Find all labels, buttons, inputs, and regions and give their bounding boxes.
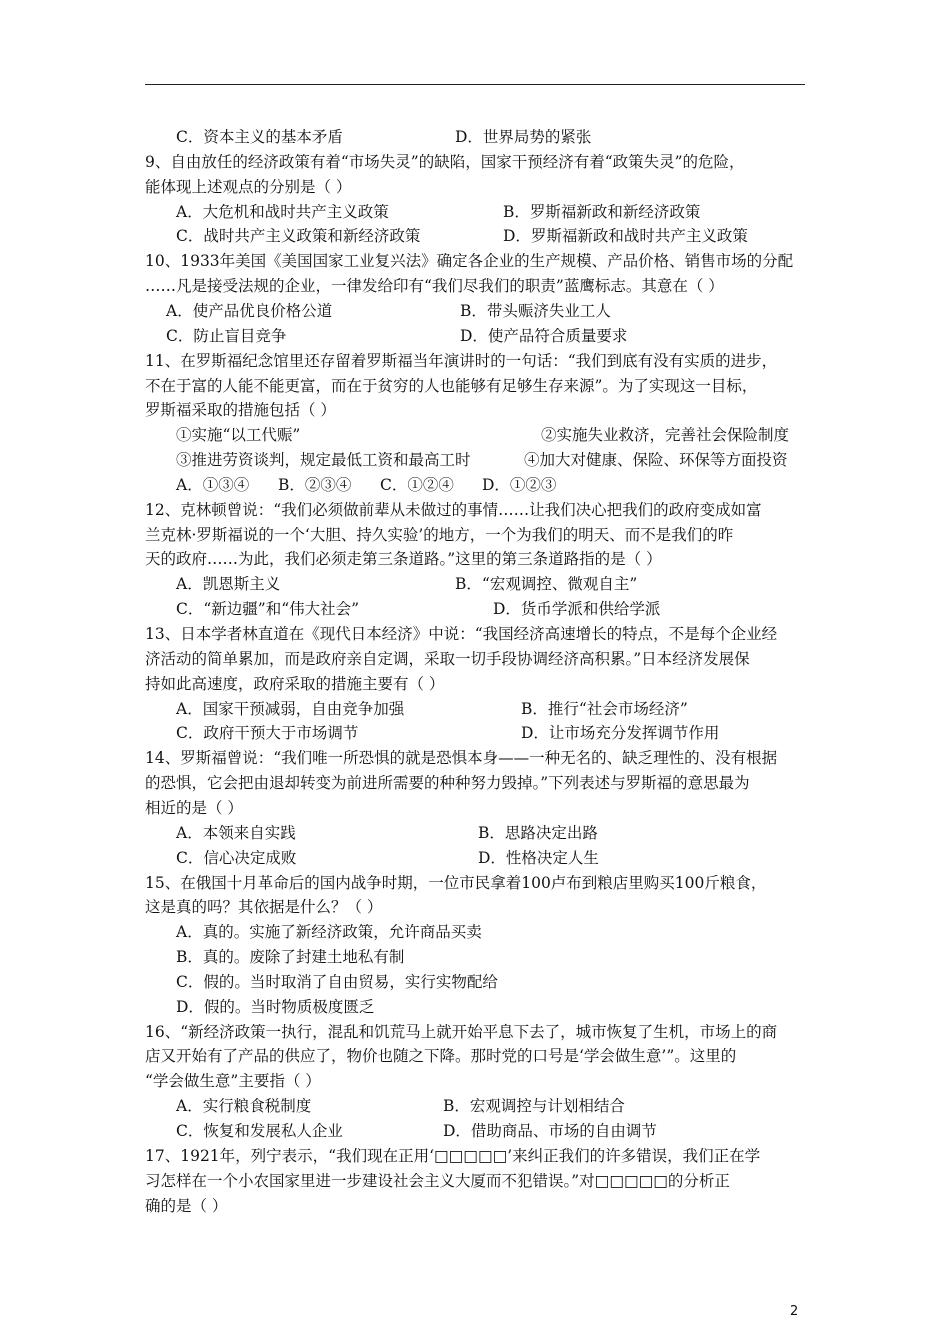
question-line: ……凡是接受法规的企业，一律发给印有“我们尽我们的职责”蓝鹰标志。其意在（ ） — [145, 277, 724, 296]
question-line: 14、罗斯福曾说：“我们唯一所恐惧的就是恐惧本身——一种无名的、缺乏理性的、没有根据 — [145, 749, 778, 768]
answer-option: B．“宏观调控、微观自主” — [455, 575, 638, 594]
answer-option: D．假的。当时物质极度匮乏 — [176, 997, 375, 1016]
question-line: 15、在俄国十月革命后的国内战争时期，一位市民拿着100卢布到粮店里购买100斤粮食， — [145, 873, 767, 892]
answer-option: D．世界局势的紧张 — [455, 128, 592, 146]
question-line: 17、1921年，列宁表示，“我们现在正用‘□□□□□’来纠正我们的许多错误，我们正在学 — [145, 1146, 761, 1165]
question-line: 济活动的简单累加，而是政府亲自定调，采取一切手段协调经济高积累。”日本经济发展保 — [145, 649, 750, 668]
question-line: 确的是（ ） — [145, 1196, 228, 1215]
answer-option: B．带头赈济失业工人 — [460, 301, 611, 320]
answer-option: ①实施“以工代赈” — [176, 426, 301, 445]
question-line: 12、克林顿曾说：“我们必须做前辈从未做过的事情……让我们决心把我们的政府变成如富 — [145, 500, 762, 519]
answer-option: B．罗斯福新政和新经济政策 — [503, 202, 701, 221]
answer-option: C．防止盲目竞争 — [166, 326, 287, 345]
answer-option: D．使产品符合质量要求 — [460, 326, 628, 345]
question-line: 这是真的吗？其依据是什么？（ ） — [145, 898, 383, 917]
answer-option: D．货币学派和供给学派 — [493, 600, 661, 619]
question-line: 9、自由放任的经济政策有着“市场失灵”的缺陷，国家干预经济有着“政策失灵”的危险， — [145, 152, 745, 171]
answer-option: ④加大对健康、保险、环保等方面投资 — [524, 451, 788, 470]
answer-option: A．凯恩斯主义 — [176, 575, 281, 594]
answer-option: C．假的。当时取消了自由贸易，实行实物配给 — [176, 972, 498, 991]
answer-option: C．资本主义的基本矛盾 — [176, 128, 343, 146]
question-line: 习怎样在一个小农国家里进一步建设社会主义大厦而不犯错误。”对□□□□□的分析正 — [145, 1171, 730, 1190]
answer-option: B．②③④ — [278, 475, 352, 494]
answer-option: A．本领来自实践 — [176, 823, 296, 842]
question-line: 11、在罗斯福纪念馆里还存留着罗斯福当年演讲时的一句话：“我们到底有没有实质的进步， — [145, 351, 778, 370]
answer-option: C．恢复和发展私人企业 — [176, 1122, 343, 1140]
answer-option: C．信心决定成败 — [176, 848, 297, 867]
answer-option: A．真的。实施了新经济政策，允许商品买卖 — [176, 923, 482, 942]
answer-option: ②实施失业救济，完善社会保险制度 — [541, 426, 790, 445]
page-number: 2 — [790, 1304, 799, 1319]
answer-option: D．罗斯福新政和战时共产主义政策 — [503, 227, 748, 246]
answer-option: C．战时共产主义政策和新经济政策 — [176, 227, 421, 246]
answer-option: C．①②④ — [380, 475, 454, 494]
question-line: “学会做生意”主要指（ ） — [145, 1072, 321, 1091]
answer-option: A．使产品优良价格公道 — [166, 301, 333, 320]
question-line: 天的政府……为此，我们必须走第三条道路。”这里的第三条道路指的是（ ） — [145, 550, 662, 569]
answer-option: B．真的。废除了封建土地私有制 — [176, 948, 405, 967]
answer-option: A．①③④ — [176, 475, 250, 494]
question-line: 能体现上述观点的分别是（ ） — [145, 177, 352, 196]
answer-option: B．推行“社会市场经济” — [521, 699, 688, 718]
answer-option: ③推进劳资谈判，规定最低工资和最高工时 — [176, 451, 471, 470]
question-line: 罗斯福采取的措施包括（ ） — [145, 401, 336, 420]
answer-option: D．①②③ — [482, 475, 557, 494]
question-line: 16、“新经济政策一执行，混乱和饥荒马上就开始平息下去了，城市恢复了生机，市场上的商 — [145, 1022, 778, 1041]
question-line: 持如此高速度，政府采取的措施主要有（ ） — [145, 674, 445, 693]
answer-option: D．借助商品、市场的自由调节 — [443, 1122, 657, 1140]
answer-option: C．政府干预大于市场调节 — [176, 724, 359, 743]
question-line: 13、日本学者林直道在《现代日本经济》中说：“我国经济高速增长的特点，不是每个企业经 — [145, 625, 778, 643]
header-rule — [145, 84, 805, 85]
question-line: 不在于富的人能不能更富，而在于贫穷的人也能够有足够生存来源”。为了实现这一目标， — [145, 376, 758, 395]
answer-option: B．思路决定出路 — [478, 823, 598, 842]
answer-option: D．性格决定人生 — [478, 848, 599, 867]
question-line: 的恐惧，它会把由退却转变为前进所需要的种种努力毁掉。”下列表述与罗斯福的意思最为 — [145, 774, 750, 793]
answer-option: D．让市场充分发挥调节作用 — [521, 724, 720, 743]
answer-option: C．“新边疆”和“伟大社会” — [176, 600, 360, 619]
answer-option: A．大危机和战时共产主义政策 — [176, 202, 389, 221]
question-line: 店又开始有了产品的供应了，物价也随之下降。那时党的口号是‘学会做生意’”。这里的 — [145, 1047, 737, 1066]
answer-option: B．宏观调控与计划相结合 — [443, 1097, 625, 1116]
question-line: 相近的是（ ） — [145, 798, 243, 817]
question-line: 10、1933年美国《美国国家工业复兴法》确定各企业的生产规模、产品价格、销售市场的分配 — [145, 252, 794, 271]
answer-option: A．实行粮食税制度 — [176, 1097, 312, 1116]
answer-option: A．国家干预减弱，自由竞争加强 — [176, 699, 405, 718]
question-line: 兰克林·罗斯福说的一个‘大胆、持久实验’的地方，一个为我们的明天、而不是我们的昨 — [145, 525, 734, 544]
